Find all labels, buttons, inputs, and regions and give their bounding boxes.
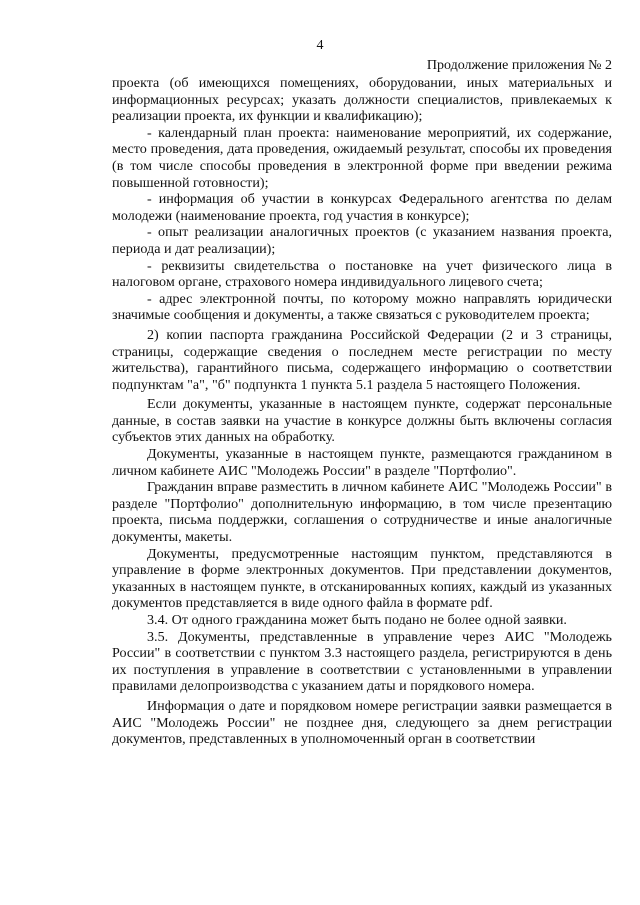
paragraph-contest-participation: - информация об участии в конкурсах Федерального агентства по делам молодежи (наименование проекта, год участия в конкурсе); bbox=[112, 191, 612, 224]
document-body bbox=[112, 75, 612, 748]
paragraph-electronic-documents: Документы, предусмотренные настоящим пунктом, представляются в управление в форме электронных документов. При представлении документов, указанных в настоящем пункте, в отсканированных копиях, каждый из указанных документов представляется в виде одного файла в формате pdf. bbox=[112, 545, 612, 612]
appendix-continuation-label: Продолжение приложения № 2 bbox=[426, 58, 612, 73]
page-number: 4 bbox=[316, 38, 324, 53]
paragraph-3-4: 3.4. От одного гражданина может быть подано не более одной заявки. bbox=[147, 612, 567, 628]
paragraph-project-resources: проекта (об имеющихся помещениях, оборудовании, иных материальных и информационных ресурсах; указать должности специалистов, привлекаемых к реализации проекта, их функции и квалификацию); bbox=[112, 75, 612, 125]
paragraph-email-address: - адрес электронной почты, по которому можно направлять юридически значимые сообщения и документы, а также связаться с руководителем проекта; bbox=[112, 290, 612, 324]
paragraph-registration-info: Информация о дате и порядковом номере регистрации заявки размещается в АИС "Молодежь России" не позднее дня, следующего за днем регистрации документов, представленных в уполномоченный орган в соответствии bbox=[112, 697, 612, 748]
paragraph-passport-copies: 2) копии паспорта гражданина Российской Федерации (2 и 3 страницы, страницы, содержащие сведения о последнем месте регистрации по месту жительства), гарантийного письма, содержащего информацию о соответствии подпунктам "а", "б" подпункта 1 пункта 5.1 раздела 5 настоящего Положения. bbox=[112, 326, 612, 393]
paragraph-tax-registration: - реквизиты свидетельства о постановке на учет физического лица в налоговом органе, страхового номера индивидуального лицевого счета; bbox=[112, 257, 612, 291]
paragraph-additional-info: Гражданин вправе разместить в личном кабинете АИС "Молодежь России" в разделе "Портфолио" дополнительную информацию, в том числе презентацию проекта, письма поддержки, соглашения о сотрудничестве и иные аналогичные документы, макеты. bbox=[112, 479, 612, 546]
paragraph-calendar-plan: - календарный план проекта: наименование мероприятий, их содержание, место проведения, дата проведения, ожидаемый результат, способы их проведения (в том числе способы проведения в электронной форме при введении режима повышенной готовности); bbox=[112, 124, 612, 191]
paragraph-personal-data: Если документы, указанные в настоящем пункте, содержат персональные данные, в состав заявки на участие в конкурсе должны быть включены согласия субъектов этих данных на обработку. bbox=[112, 396, 612, 446]
paragraph-3-5: 3.5. Документы, представленные в управление через АИС "Молодежь России" в соответствии с пунктом 3.3 настоящего раздела, регистрируются в день их поступления в управление в соответствии с установленными в управлении правилами делопроизводства с указанием даты и порядкового номера. bbox=[112, 628, 612, 695]
paragraph-portfolio-placement: Документы, указанные в настоящем пункте, размещаются гражданином в личном кабинете АИС "Молодежь России" в разделе "Портфолио". bbox=[112, 446, 612, 479]
paragraph-project-experience: - опыт реализации аналогичных проектов (с указанием названия проекта, периода и дат реализации); bbox=[112, 224, 612, 257]
